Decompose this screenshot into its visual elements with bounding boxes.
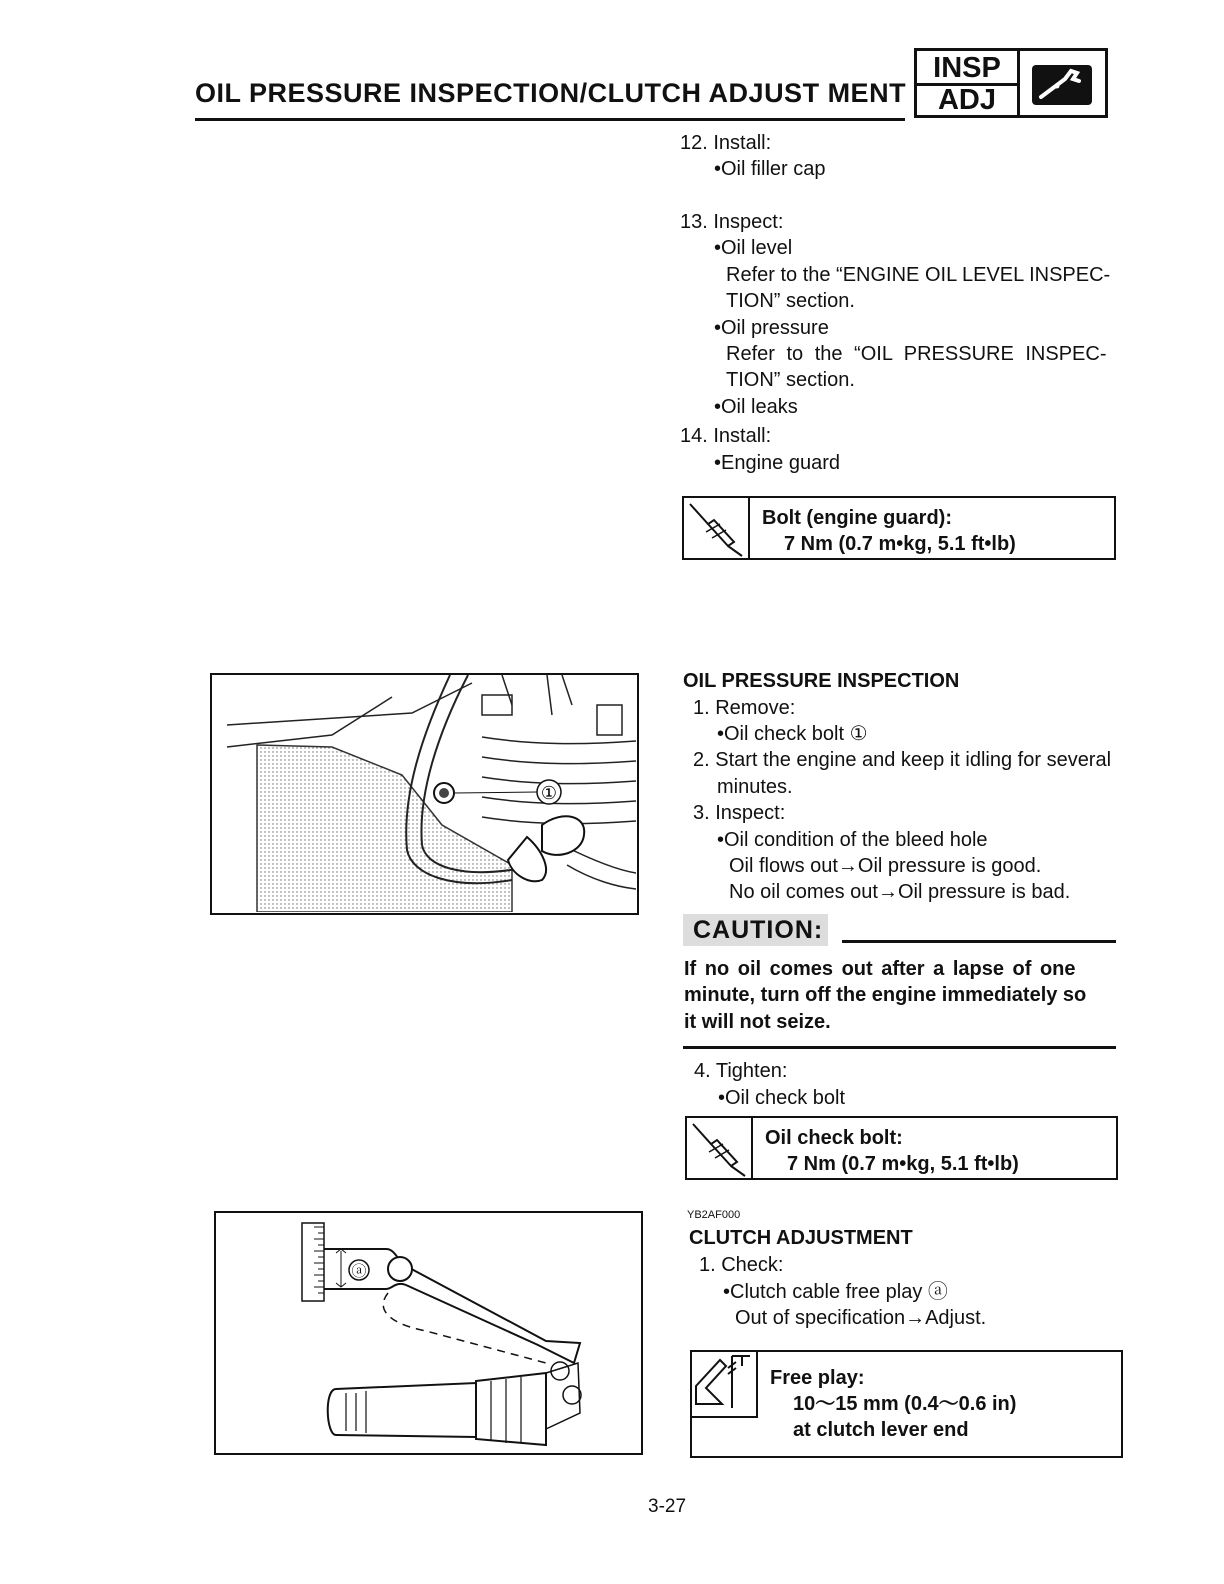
badge-text-cell xyxy=(917,51,1020,115)
caution-rule xyxy=(842,940,1116,943)
engine-illustration xyxy=(212,675,636,912)
step-13: 13. Inspect: xyxy=(680,211,784,233)
oil-pressure-heading: OIL PRESSURE INSPECTION xyxy=(683,670,960,692)
step-14: 14. Install: xyxy=(680,425,772,447)
op-step-1-item: •Oil check bolt ① xyxy=(717,723,868,745)
step-13-ref2-line2: TION” section. xyxy=(726,369,855,391)
section-code: YB2AF000 xyxy=(687,1209,741,1221)
figure-clutch-lever xyxy=(214,1211,643,1455)
page-title: OIL PRESSURE INSPECTION/CLUTCH ADJUST MENT xyxy=(195,78,907,108)
spec-label: Bolt (engine guard): xyxy=(762,507,952,529)
step-13-ref2-line1: Refer to the “OIL PRESSURE INSPEC- xyxy=(726,343,1107,365)
step-13-ref1-line1: Refer to the “ENGINE OIL LEVEL INSPEC- xyxy=(726,264,1111,286)
spec-value: 7 Nm (0.7 m•kg, 5.1 ft•lb) xyxy=(784,533,1016,555)
torque-wrench-icon xyxy=(684,498,748,558)
caliper-icon-box xyxy=(692,1352,758,1418)
op-step-3: 3. Inspect: xyxy=(693,802,786,824)
callout-1: ① xyxy=(540,783,558,803)
spec-note: at clutch lever end xyxy=(793,1419,969,1441)
step-13-item-oil-pressure: •Oil pressure xyxy=(714,317,829,339)
torque-spec-oil-check-bolt xyxy=(685,1116,1118,1180)
clutch-step-1: 1. Check: xyxy=(699,1254,784,1276)
caution-text-line2: minute, turn off the engine immediately so xyxy=(684,984,1087,1006)
clutch-step-1-item: •Clutch cable free play ⓐ xyxy=(723,1281,948,1303)
caution-label: CAUTION: xyxy=(683,914,828,946)
spec-value: 10～15 mm (0.4～0.6 in) xyxy=(793,1393,1017,1415)
clutch-lever-illustration xyxy=(216,1213,640,1452)
badge-insp: INSP xyxy=(917,53,1017,86)
caution-text-line1: If no oil comes out after a lapse of one xyxy=(684,958,1076,980)
clutch-step-1-out: Out of specification→Adjust. xyxy=(735,1307,987,1329)
step-12-item: •Oil filler cap xyxy=(714,158,826,180)
step-12: 12. Install: xyxy=(680,132,772,154)
op-step-3-item: •Oil condition of the bleed hole xyxy=(717,829,988,851)
torque-wrench-icon-box xyxy=(687,1118,753,1178)
wrench-adjust-icon xyxy=(1027,59,1097,109)
op-step-1: 1. Remove: xyxy=(693,697,796,719)
badge-adj: ADJ xyxy=(937,84,996,116)
caution-text-line3: it will not seize. xyxy=(684,1011,831,1033)
torque-wrench-icon-box xyxy=(684,498,750,558)
torque-wrench-icon xyxy=(687,1118,751,1178)
spec-label: Oil check bolt: xyxy=(765,1127,903,1149)
caution-bottom-rule xyxy=(683,1046,1116,1049)
clutch-heading: CLUTCH ADJUSTMENT xyxy=(689,1227,913,1249)
title-underline xyxy=(195,118,905,121)
spec-value: 7 Nm (0.7 m•kg, 5.1 ft•lb) xyxy=(787,1153,1019,1175)
step-14-item: •Engine guard xyxy=(714,452,840,474)
op-step-3-good: Oil flows out→Oil pressure is good. xyxy=(729,855,1042,877)
op-step-2-line2: minutes. xyxy=(717,776,793,798)
section-badge xyxy=(914,48,1108,118)
step-13-item-oil-level: •Oil level xyxy=(714,237,793,259)
op-step-3-bad: No oil comes out→Oil pressure is bad. xyxy=(729,881,1071,903)
spec-free-play xyxy=(690,1350,1123,1458)
callout-a: ⓐ xyxy=(351,1263,367,1280)
step-13-item-oil-leaks: •Oil leaks xyxy=(714,396,798,418)
op-step-2-line1: 2. Start the engine and keep it idling for several xyxy=(693,749,1112,771)
step-13-ref1-line2: TION” section. xyxy=(726,290,855,312)
figure-oil-check-bolt xyxy=(210,673,639,915)
page-number: 3-27 xyxy=(648,1496,687,1517)
spec-label: Free play: xyxy=(770,1367,865,1389)
op-step-4: 4. Tighten: xyxy=(694,1060,788,1082)
torque-spec-engine-guard xyxy=(682,496,1116,560)
caliper-icon xyxy=(692,1352,754,1412)
op-step-4-item: •Oil check bolt xyxy=(718,1087,846,1109)
